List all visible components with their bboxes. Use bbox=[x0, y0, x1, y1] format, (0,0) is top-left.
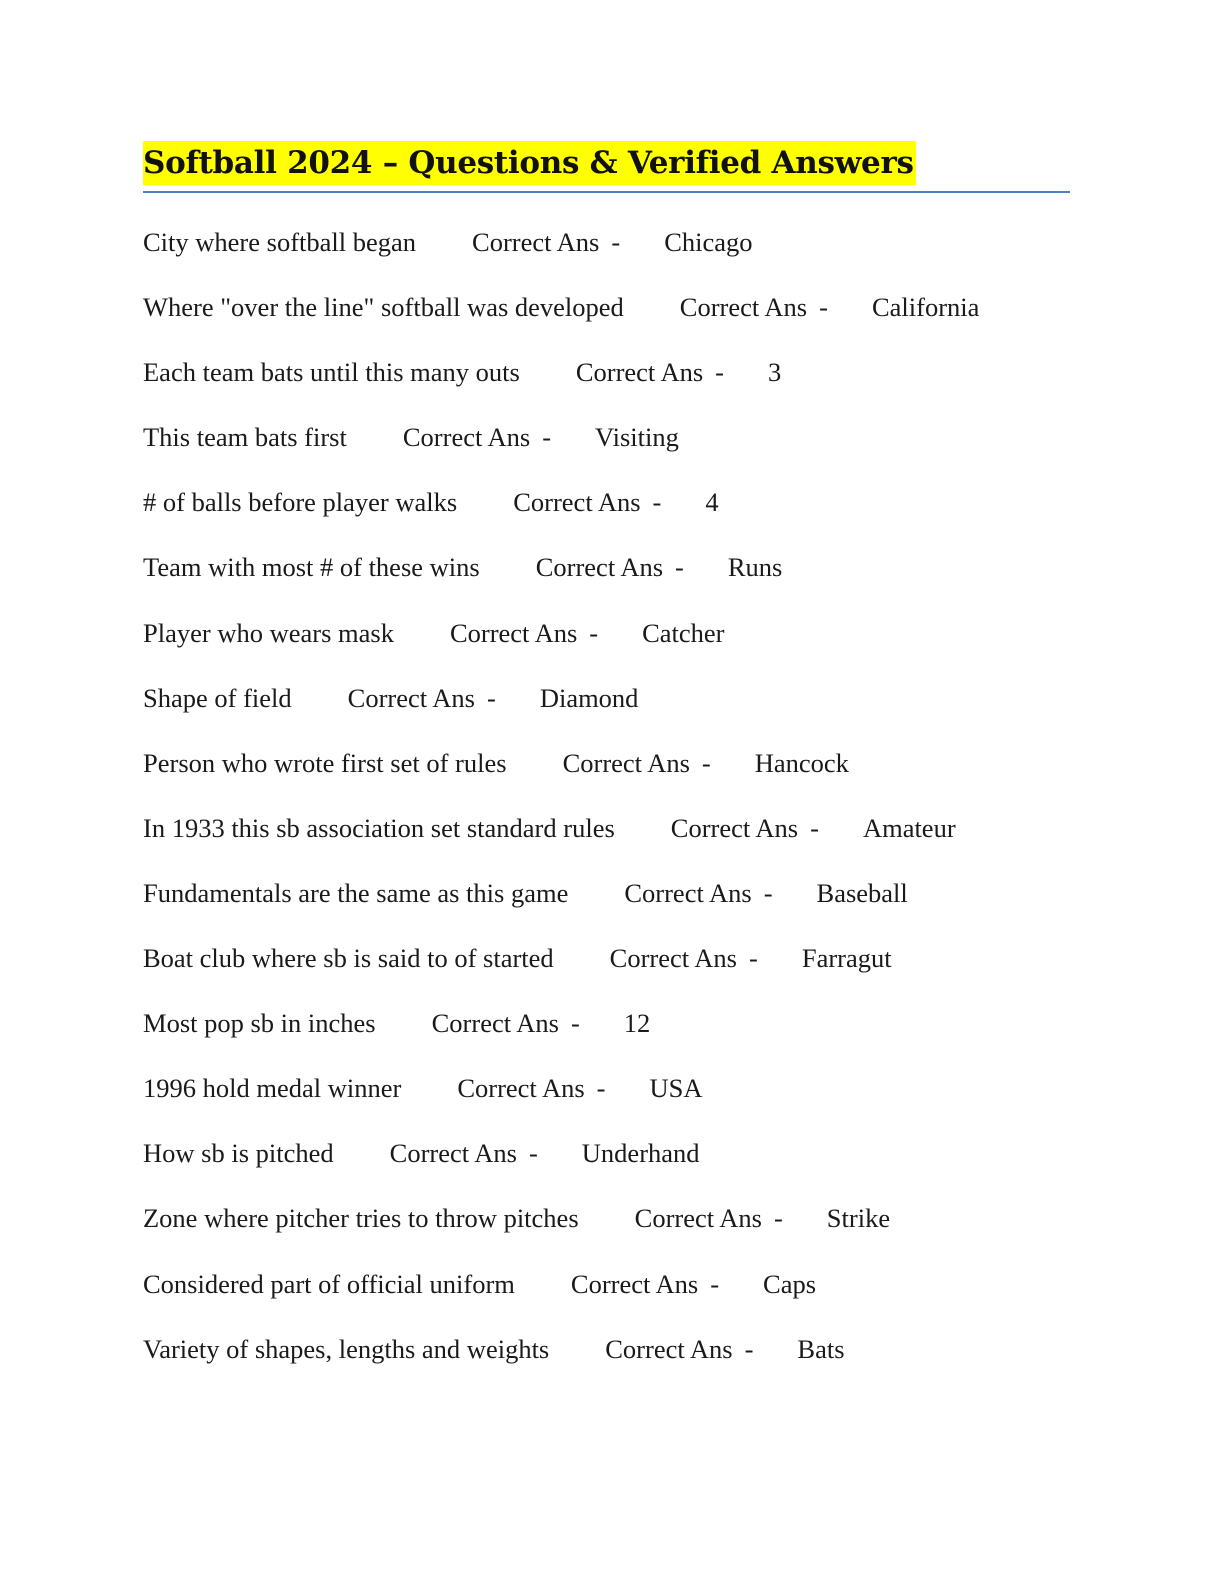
qa-item bbox=[143, 417, 1083, 482]
answer-label: Correct Ans bbox=[624, 877, 752, 908]
answer-separator: - bbox=[715, 357, 724, 388]
answer-label: Correct Ans bbox=[609, 943, 737, 974]
question-text: Player who wears mask bbox=[143, 617, 394, 648]
question-text: Boat club where sb is said to of started bbox=[143, 943, 554, 974]
qa-item bbox=[143, 547, 1083, 612]
answer-separator: - bbox=[589, 617, 599, 648]
answer-text: Visiting bbox=[595, 422, 679, 453]
answer-separator: - bbox=[749, 943, 758, 974]
answer-text: Underhand bbox=[581, 1138, 700, 1169]
qa-item bbox=[143, 1329, 1083, 1394]
question-text: Fundamentals are the same as this game bbox=[143, 877, 569, 908]
qa-item bbox=[143, 613, 1083, 678]
answer-text: Hancock bbox=[754, 747, 849, 778]
question-text: Each team bats until this many outs bbox=[143, 357, 520, 388]
answer-separator: - bbox=[542, 422, 552, 453]
question-text: Team with most # of these wins bbox=[143, 552, 480, 583]
answer-label: Correct Ans bbox=[457, 1073, 585, 1104]
answer-separator: - bbox=[819, 292, 828, 323]
answer-label: Correct Ans bbox=[389, 1138, 517, 1169]
question-text: City where softball began bbox=[143, 227, 417, 257]
answer-separator: - bbox=[744, 1333, 754, 1364]
question-text: Variety of shapes, lengths and weights bbox=[143, 1333, 550, 1364]
question-text: Shape of field bbox=[143, 682, 292, 713]
qa-item bbox=[143, 1068, 1083, 1133]
question-text: Zone where pitcher tries to throw pitches bbox=[143, 1203, 579, 1234]
qa-item bbox=[143, 352, 1083, 417]
question-text: In 1933 this sb association set standard rules bbox=[143, 812, 615, 843]
answer-label: Correct Ans bbox=[472, 227, 600, 257]
answer-separator: - bbox=[773, 1203, 783, 1234]
answer-separator: - bbox=[652, 487, 662, 518]
title-underline-divider bbox=[143, 191, 1070, 193]
answer-label: Correct Ans bbox=[513, 487, 641, 518]
question-text: Considered part of official uniform bbox=[143, 1268, 515, 1299]
answer-separator: - bbox=[710, 1268, 720, 1299]
qa-item bbox=[143, 808, 1083, 873]
answer-separator: - bbox=[570, 1008, 580, 1039]
qa-item bbox=[143, 1133, 1083, 1198]
answer-label: Correct Ans bbox=[679, 292, 808, 323]
answer-label: Correct Ans bbox=[431, 1008, 559, 1039]
answer-text: USA bbox=[649, 1073, 703, 1104]
answer-label: Correct Ans bbox=[562, 747, 690, 778]
answer-text: Chicago bbox=[664, 227, 753, 257]
question-text: Person who wrote first set of rules bbox=[143, 747, 507, 778]
qa-item bbox=[143, 1003, 1083, 1068]
answer-text: Caps bbox=[763, 1268, 817, 1299]
answer-separator: - bbox=[810, 812, 819, 843]
answer-label: Correct Ans bbox=[605, 1333, 733, 1364]
qa-item bbox=[143, 482, 1083, 547]
question-text: 1996 hold medal winner bbox=[143, 1073, 402, 1104]
answer-text: Runs bbox=[727, 552, 783, 583]
answer-text: Farragut bbox=[801, 943, 892, 974]
question-text: This team bats first bbox=[143, 422, 347, 453]
answer-label: Correct Ans bbox=[449, 617, 578, 648]
qa-list bbox=[143, 222, 1083, 1394]
title-block bbox=[143, 141, 1070, 185]
answer-separator: - bbox=[611, 227, 621, 257]
answer-text: Amateur bbox=[862, 812, 956, 843]
answer-separator: - bbox=[763, 877, 773, 908]
answer-text: Strike bbox=[826, 1203, 891, 1234]
answer-text: California bbox=[871, 292, 980, 323]
answer-label: Correct Ans bbox=[570, 1268, 699, 1299]
answer-separator: - bbox=[528, 1138, 538, 1169]
qa-item bbox=[143, 873, 1083, 938]
answer-label: Correct Ans bbox=[634, 1203, 762, 1234]
question-text: How sb is pitched bbox=[143, 1138, 334, 1169]
qa-item bbox=[143, 743, 1083, 808]
answer-text: Catcher bbox=[642, 617, 725, 648]
answer-text: Diamond bbox=[539, 682, 639, 713]
answer-label: Correct Ans bbox=[535, 552, 664, 583]
question-text: # of balls before player walks bbox=[143, 487, 458, 518]
qa-item bbox=[143, 678, 1083, 743]
answer-text: 4 bbox=[705, 487, 719, 518]
qa-item bbox=[143, 1198, 1083, 1263]
qa-item bbox=[143, 938, 1083, 1003]
question-text: Most pop sb in inches bbox=[143, 1008, 376, 1039]
question-text: Where "over the line" softball was developed bbox=[143, 292, 624, 323]
answer-label: Correct Ans bbox=[347, 682, 475, 713]
answer-separator: - bbox=[596, 1073, 606, 1104]
answer-separator: - bbox=[486, 682, 496, 713]
answer-text: Bats bbox=[797, 1333, 845, 1364]
answer-separator: - bbox=[675, 552, 684, 583]
answer-text: 3 bbox=[767, 357, 782, 388]
answer-label: Correct Ans bbox=[670, 812, 799, 843]
qa-item bbox=[143, 287, 1083, 352]
qa-item bbox=[143, 1264, 1083, 1329]
page-title: Softball 2024 – Questions & Verified Answers bbox=[143, 141, 916, 185]
answer-label: Correct Ans bbox=[402, 422, 531, 453]
answer-separator: - bbox=[701, 747, 711, 778]
qa-item bbox=[143, 222, 1083, 287]
answer-text: Baseball bbox=[816, 877, 908, 908]
answer-label: Correct Ans bbox=[575, 357, 704, 388]
answer-text: 12 bbox=[623, 1008, 651, 1039]
